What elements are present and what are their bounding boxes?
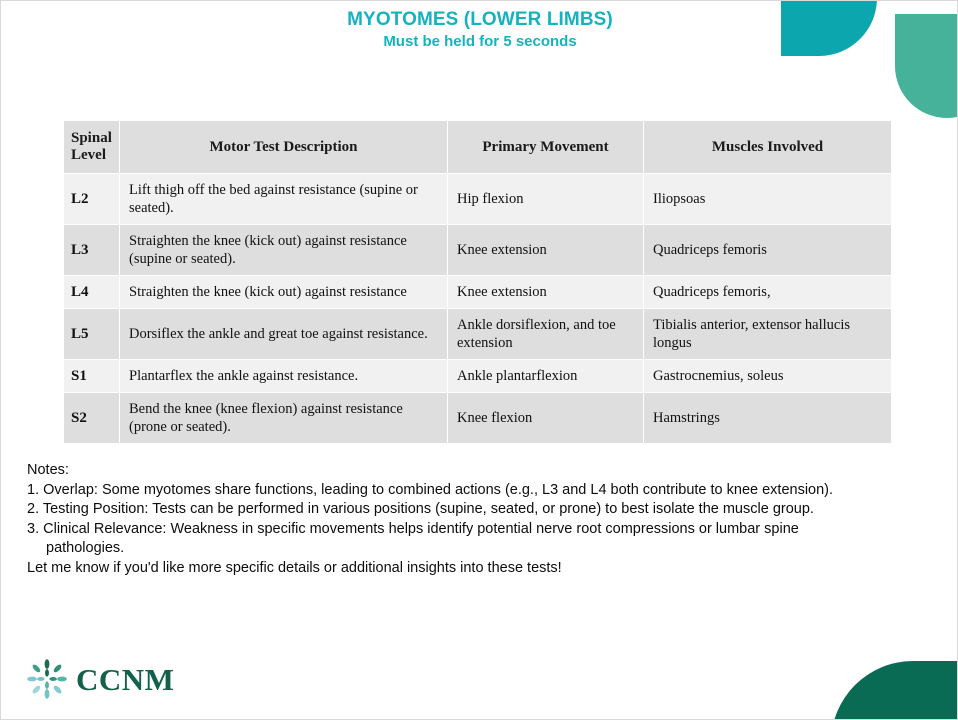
- cell-motor-test-description: Dorsiflex the ankle and great toe against resistance.: [120, 309, 448, 360]
- note-item-3: 3. Clinical Relevance: Weakness in specific movements helps identify potential nerve root compressions or lumbar spine: [27, 520, 799, 537]
- column-header-motor-test-description: Motor Test Description: [120, 121, 448, 174]
- table-row: [64, 174, 892, 225]
- cell-spinal-level: S1: [64, 360, 120, 393]
- column-header-muscles-involved: Muscles Involved: [644, 121, 892, 174]
- cell-motor-test-description: Lift thigh off the bed against resistance (supine or seated).: [120, 174, 448, 225]
- table-row: [64, 309, 892, 360]
- page-subtitle: Must be held for 5 seconds: [383, 33, 577, 50]
- cell-muscles-involved: Gastrocnemius, soleus: [644, 360, 892, 393]
- cell-motor-test-description: Bend the knee (knee flexion) against resistance (prone or seated).: [120, 393, 448, 444]
- cell-spinal-level: L5: [64, 309, 120, 360]
- cell-primary-movement: Knee flexion: [448, 393, 644, 444]
- ccnm-logo-text: CCNM: [76, 661, 175, 697]
- table-row: [64, 276, 892, 309]
- notes-heading: Notes:: [27, 462, 69, 478]
- note-item-1: 1. Overlap: Some myotomes share functions, leading to combined actions (e.g., L3 and L4 both contribute to knee extension).: [27, 481, 834, 498]
- table-row: [64, 225, 892, 276]
- notes-closing-line: Let me know if you'd like more specific details or additional insights into these tests!: [27, 559, 562, 576]
- table-header-row: [64, 121, 892, 174]
- cell-primary-movement: Ankle plantarflexion: [448, 360, 644, 393]
- table-body: [64, 174, 892, 444]
- cell-muscles-involved: Quadriceps femoris,: [644, 276, 892, 309]
- cell-spinal-level: L2: [64, 174, 120, 225]
- cell-muscles-involved: Hamstrings: [644, 393, 892, 444]
- table-row: [64, 393, 892, 444]
- cell-motor-test-description: Straighten the knee (kick out) against resistance: [120, 276, 448, 309]
- cell-primary-movement: Knee extension: [448, 276, 644, 309]
- cell-primary-movement: Ankle dorsiflexion, and toe extension: [448, 309, 644, 360]
- notes-section: [27, 461, 933, 578]
- cell-muscles-involved: Tibialis anterior, extensor hallucis longus: [644, 309, 892, 360]
- page-title: MYOTOMES (LOWER LIMBS): [347, 9, 613, 30]
- cell-primary-movement: Knee extension: [448, 225, 644, 276]
- table-header: [64, 121, 892, 174]
- cell-spinal-level: L3: [64, 225, 120, 276]
- cell-muscles-involved: Iliopsoas: [644, 174, 892, 225]
- cell-motor-test-description: Straighten the knee (kick out) against resistance (supine or seated).: [120, 225, 448, 276]
- myotomes-table-container: [63, 120, 891, 444]
- cell-motor-test-description: Plantarflex the ankle against resistance.: [120, 360, 448, 393]
- table-row: [64, 360, 892, 393]
- note-item-2: 2. Testing Position: Tests can be performed in various positions (supine, seated, or prone) to best isolate the muscle group.: [27, 501, 814, 517]
- column-header-spinal-level: Spinal Level: [64, 121, 120, 174]
- decorative-dark-green-shape-bottom-right: [831, 661, 958, 720]
- cell-muscles-involved: Quadriceps femoris: [644, 225, 892, 276]
- cell-primary-movement: Hip flexion: [448, 174, 644, 225]
- note-item-3-continuation: pathologies.: [46, 540, 125, 556]
- leaf-burst-icon: [25, 657, 69, 701]
- cell-spinal-level: L4: [64, 276, 120, 309]
- column-header-primary-movement: Primary Movement: [448, 121, 644, 174]
- slide-title-block: [1, 9, 958, 52]
- myotomes-table: [63, 120, 892, 444]
- cell-spinal-level: S2: [64, 393, 120, 444]
- ccnm-logo: [25, 657, 174, 701]
